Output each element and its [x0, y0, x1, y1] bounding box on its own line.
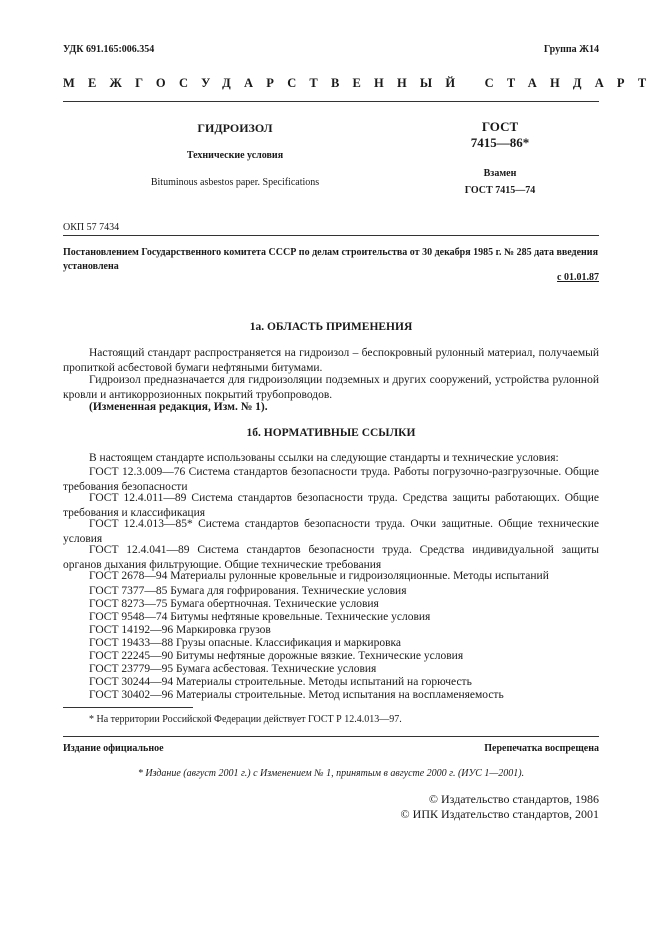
ref-item: ГОСТ 30244—94 Материалы строительные. Методы испытаний на горючесть — [89, 676, 472, 688]
ref-item: ГОСТ 8273—75 Бумага обертночная. Технические условия — [89, 598, 379, 610]
ref-item: ГОСТ 19433—88 Грузы опасные. Классификация и маркировка — [89, 637, 402, 649]
reprint-prohibited: Перепечатка воспрещена — [484, 743, 599, 754]
banner-rule — [63, 101, 599, 102]
effective-date: с 01.01.87 — [557, 272, 599, 283]
footnote-rule — [63, 707, 193, 708]
ref-item: ГОСТ 2678—94 Материалы рулонные кровельные и гидроизоляционные. Методы испытаний — [89, 570, 549, 582]
ref-item: ГОСТ 12.4.011—89 Система стандартов безопасности труда. Средства защиты работающих. Общие требования и классификация — [63, 492, 599, 519]
standard-banner: МЕЖГОСУДАРСТВЕННЫЙ СТАНДАРТ — [63, 76, 660, 90]
scope-amendment-note: (Измененная редакция, Изм. № 1). — [89, 401, 268, 413]
ref-item: ГОСТ 14192—96 Маркировка грузов — [89, 624, 271, 636]
ref-item: ГОСТ 12.3.009—76 Система стандартов безопасности труда. Работы погрузочно-разгрузочные. Общие требования безопасности — [63, 466, 599, 493]
ref-item: ГОСТ 23779—95 Бумага асбестовая. Технические условия — [89, 663, 377, 675]
ref-item: ГОСТ 12.4.013—85* Система стандартов безопасности труда. Очки защитные. Общие технические условия — [63, 518, 599, 545]
doc-subtitle: Технические условия — [186, 150, 284, 161]
scope-paragraph-1: Настоящий стандарт распространяется на гидроизол – беспокровный рулонный материал, получаемый пропиткой асбестовой бумаги нефтяными битумами. — [63, 347, 599, 374]
refs-intro: В настоящем стандарте использованы ссылки на следующие стандарты и технические условия: — [89, 452, 559, 464]
gost-number: 7415—86* — [470, 135, 530, 150]
scope-paragraph-2: Гидроизол предназначается для гидроизоляции подземных и других сооружений, устройства рулонной кровли и антикоррозионных покрытий трубопроводов. — [63, 374, 599, 401]
replaces-label: Взамен — [483, 168, 517, 179]
doc-title: ГИДРОИЗОЛ — [197, 121, 273, 135]
ref-item: ГОСТ 7377—85 Бумага для гофрирования. Технические условия — [89, 585, 407, 597]
ref-item: ГОСТ 30402—96 Материалы строительные. Метод испытания на воспламеняемость — [89, 689, 504, 701]
section-refs-heading: 1б. НОРМАТИВНЫЕ ССЫЛКИ — [246, 427, 416, 439]
copyright-1986: © Издательство стандартов, 1986 — [428, 792, 599, 806]
official-edition: Издание официальное — [63, 743, 164, 754]
doc-english-title: Bituminous asbestos paper. Specifications — [150, 177, 320, 188]
gost-label: ГОСТ — [481, 119, 519, 134]
decree-text: Постановлением Государственного комитета СССР по делам строительства от 30 декабря 1985 г. № 285 дата введения установлена — [63, 247, 598, 272]
ref-item: ГОСТ 12.4.041—89 Система стандартов безопасности труда. Средства индивидуальной защиты органов дыхания фильтрующие. Общие технические требования — [63, 544, 599, 571]
okp-rule — [63, 235, 599, 236]
group-code: Группа Ж14 — [543, 44, 599, 55]
footer-rule — [63, 736, 599, 737]
replaces-value: ГОСТ 7415—74 — [464, 185, 536, 196]
udk-code: УДК 691.165:006.354 — [63, 44, 155, 55]
okp-code: ОКП 57 7434 — [63, 222, 120, 233]
ref-item: ГОСТ 9548—74 Битумы нефтяные кровельные. Технические условия — [89, 611, 431, 623]
edition-note: * Издание (август 2001 г.) с Изменением № 1, принятым в августе 2000 г. (ИУС 1—2001). — [137, 768, 525, 779]
section-scope-heading: 1а. ОБЛАСТЬ ПРИМЕНЕНИЯ — [249, 321, 413, 333]
footnote: * На территории Российской Федерации действует ГОСТ Р 12.4.013—97. — [89, 714, 402, 725]
ref-item: ГОСТ 22245—90 Битумы нефтяные дорожные вязкие. Технические условия — [89, 650, 464, 662]
copyright-2001: © ИПК Издательство стандартов, 2001 — [400, 807, 599, 821]
